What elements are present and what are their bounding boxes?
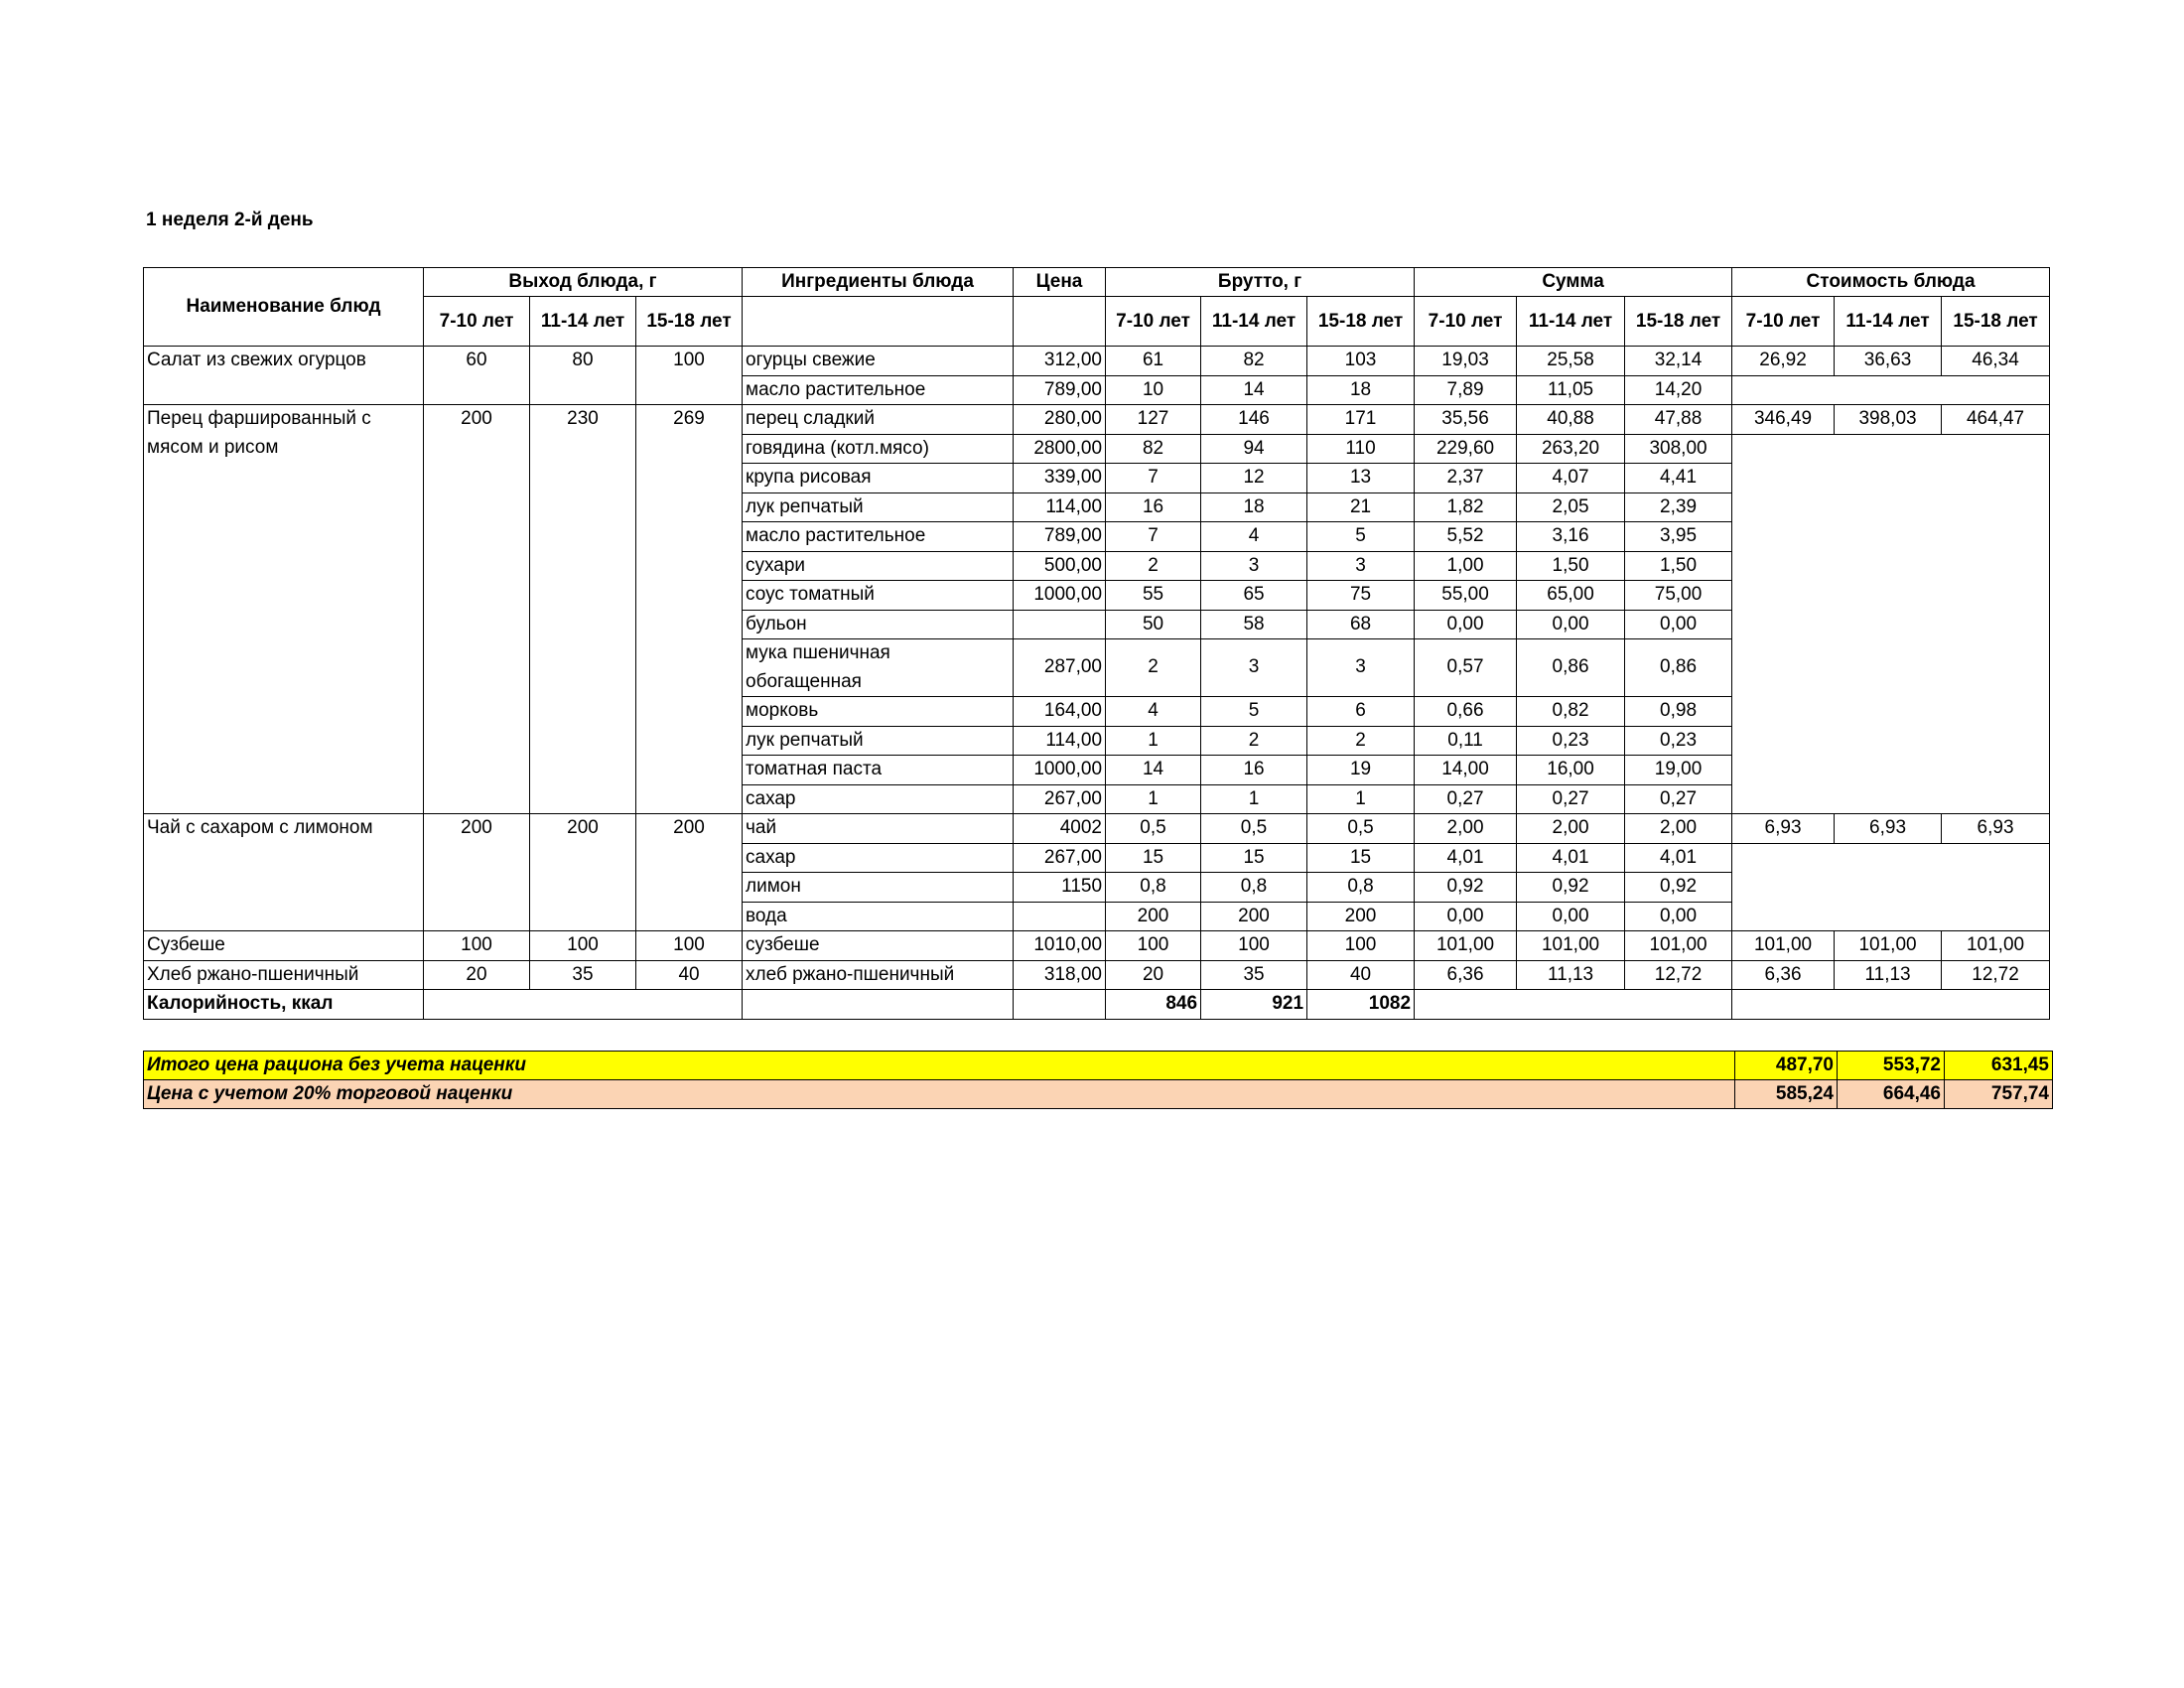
dish-yield-age-3: 100 [636, 347, 743, 405]
total-with-markup-age-1: 585,24 [1735, 1080, 1838, 1109]
header-price-blank [1014, 297, 1106, 347]
ingredient-gross-age-2: 12 [1201, 464, 1307, 493]
dish-yield-age-3: 40 [636, 960, 743, 990]
ingredient-sum-age-1: 0,11 [1415, 726, 1517, 756]
ingredient-sum-age-1: 1,00 [1415, 551, 1517, 581]
total-without-markup-age-1: 487,70 [1735, 1052, 1838, 1080]
ingredient-gross-age-1: 1 [1106, 726, 1201, 756]
ingredient-sum-age-3: 0,92 [1625, 873, 1732, 903]
ingredient-sum-age-1: 14,00 [1415, 756, 1517, 785]
ingredient-sum-age-1: 0,00 [1415, 610, 1517, 639]
ingredient-name: мука пшеничная обогащенная [743, 639, 1014, 697]
ingredient-sum-age-2: 4,07 [1517, 464, 1625, 493]
ingredient-name: огурцы свежие [743, 347, 1014, 376]
ingredient-name: лимон [743, 873, 1014, 903]
total-with-markup-age-2: 664,46 [1838, 1080, 1945, 1109]
table-row [144, 814, 2050, 844]
ingredient-gross-age-1: 16 [1106, 492, 1201, 522]
header-yield: Выход блюда, г [424, 268, 743, 297]
ingredient-sum-age-3: 0,86 [1625, 639, 1732, 697]
ingredient-gross-age-1: 15 [1106, 843, 1201, 873]
ingredient-name: томатная паста [743, 756, 1014, 785]
dish-yield-age-1: 200 [424, 814, 530, 931]
ingredient-gross-age-2: 5 [1201, 697, 1307, 727]
ingredient-name: крупа рисовая [743, 464, 1014, 493]
ingredient-gross-age-2: 3 [1201, 551, 1307, 581]
dish-cost-age-1: 6,93 [1732, 814, 1835, 844]
ingredient-sum-age-1: 0,27 [1415, 784, 1517, 814]
dish-cost-blank [1732, 434, 2050, 814]
ingredient-name: масло растительное [743, 522, 1014, 552]
ingredient-gross-age-3: 100 [1307, 931, 1415, 961]
ingredient-gross-age-3: 3 [1307, 551, 1415, 581]
total-with-markup-row [144, 1080, 2053, 1109]
ingredient-gross-age-3: 110 [1307, 434, 1415, 464]
ingredient-price [1014, 610, 1106, 639]
ingredient-gross-age-3: 75 [1307, 581, 1415, 611]
table-row [144, 347, 2050, 376]
dish-yield-age-2: 35 [530, 960, 636, 990]
header-price: Цена [1014, 268, 1106, 297]
dish-cost-age-2: 398,03 [1835, 405, 1942, 435]
dish-cost-age-3: 101,00 [1942, 931, 2050, 961]
page-title: 1 неделя 2-й день [146, 210, 314, 230]
dish-cost-age-1: 6,36 [1732, 960, 1835, 990]
ingredient-sum-age-2: 65,00 [1517, 581, 1625, 611]
dish-yield-age-1: 20 [424, 960, 530, 990]
ingredient-name: вода [743, 902, 1014, 931]
ingredient-gross-age-2: 14 [1201, 375, 1307, 405]
header-gross-age-1: 7-10 лет [1106, 297, 1201, 347]
ingredient-price: 1150 [1014, 873, 1106, 903]
ingredient-sum-age-2: 0,00 [1517, 902, 1625, 931]
header-cost-age-2: 11-14 лет [1835, 297, 1942, 347]
calories-cost-blank [1732, 990, 2050, 1020]
ingredient-sum-age-3: 308,00 [1625, 434, 1732, 464]
ingredient-sum-age-2: 101,00 [1517, 931, 1625, 961]
ingredient-gross-age-3: 19 [1307, 756, 1415, 785]
ingredient-sum-age-1: 2,37 [1415, 464, 1517, 493]
ingredient-sum-age-3: 0,23 [1625, 726, 1732, 756]
ingredient-gross-age-3: 103 [1307, 347, 1415, 376]
header-dish-name: Наименование блюд [144, 268, 424, 347]
ingredient-gross-age-3: 0,5 [1307, 814, 1415, 844]
ingredient-sum-age-1: 0,57 [1415, 639, 1517, 697]
table-row [144, 931, 2050, 961]
ingredient-sum-age-3: 1,50 [1625, 551, 1732, 581]
ingredient-sum-age-2: 40,88 [1517, 405, 1625, 435]
ingredient-gross-age-1: 61 [1106, 347, 1201, 376]
ingredient-sum-age-1: 1,82 [1415, 492, 1517, 522]
ingredient-gross-age-1: 1 [1106, 784, 1201, 814]
ingredient-sum-age-3: 0,98 [1625, 697, 1732, 727]
header-sum-age-1: 7-10 лет [1415, 297, 1517, 347]
ingredient-price: 4002 [1014, 814, 1106, 844]
ingredient-gross-age-3: 6 [1307, 697, 1415, 727]
ingredient-name: сухари [743, 551, 1014, 581]
menu-cost-table [143, 267, 2050, 1020]
dish-cost-age-3: 46,34 [1942, 347, 2050, 376]
ingredient-gross-age-3: 0,8 [1307, 873, 1415, 903]
ingredient-name: морковь [743, 697, 1014, 727]
header-yield-age-3: 15-18 лет [636, 297, 743, 347]
ingredient-gross-age-1: 4 [1106, 697, 1201, 727]
ingredient-gross-age-1: 10 [1106, 375, 1201, 405]
ingredient-sum-age-1: 19,03 [1415, 347, 1517, 376]
dish-name: Чай с сахаром с лимоном [144, 814, 424, 931]
dish-name: Хлеб ржано-пшеничный [144, 960, 424, 990]
ingredient-price: 267,00 [1014, 843, 1106, 873]
ingredient-gross-age-2: 0,8 [1201, 873, 1307, 903]
ingredient-sum-age-3: 4,01 [1625, 843, 1732, 873]
ingredient-sum-age-1: 101,00 [1415, 931, 1517, 961]
ingredient-gross-age-3: 171 [1307, 405, 1415, 435]
ingredient-gross-age-3: 2 [1307, 726, 1415, 756]
ingredient-gross-age-1: 0,5 [1106, 814, 1201, 844]
table-body [144, 347, 2050, 990]
dish-cost-blank [1732, 375, 2050, 405]
ingredient-sum-age-1: 5,52 [1415, 522, 1517, 552]
ingredient-gross-age-1: 2 [1106, 551, 1201, 581]
ingredient-name: соус томатный [743, 581, 1014, 611]
ingredient-gross-age-2: 0,5 [1201, 814, 1307, 844]
ingredient-sum-age-2: 0,82 [1517, 697, 1625, 727]
header-ingredients-blank [743, 297, 1014, 347]
dish-yield-age-1: 100 [424, 931, 530, 961]
ingredient-gross-age-2: 16 [1201, 756, 1307, 785]
calories-sum-blank [1415, 990, 1732, 1020]
calories-yield-blank [424, 990, 743, 1020]
ingredient-sum-age-3: 32,14 [1625, 347, 1732, 376]
header-cost-age-3: 15-18 лет [1942, 297, 2050, 347]
dish-yield-age-2: 100 [530, 931, 636, 961]
ingredient-price: 114,00 [1014, 726, 1106, 756]
ingredient-sum-age-2: 4,01 [1517, 843, 1625, 873]
dish-yield-age-2: 230 [530, 405, 636, 814]
ingredient-sum-age-3: 47,88 [1625, 405, 1732, 435]
ingredient-price: 789,00 [1014, 375, 1106, 405]
header-gross-age-2: 11-14 лет [1201, 297, 1307, 347]
ingredient-gross-age-2: 65 [1201, 581, 1307, 611]
ingredient-gross-age-3: 40 [1307, 960, 1415, 990]
ingredient-gross-age-3: 200 [1307, 902, 1415, 931]
header-sum: Сумма [1415, 268, 1732, 297]
ingredient-sum-age-1: 55,00 [1415, 581, 1517, 611]
ingredient-gross-age-3: 3 [1307, 639, 1415, 697]
ingredient-price: 789,00 [1014, 522, 1106, 552]
ingredient-gross-age-2: 18 [1201, 492, 1307, 522]
ingredient-name: хлеб ржано-пшеничный [743, 960, 1014, 990]
ingredient-gross-age-1: 7 [1106, 464, 1201, 493]
dish-yield-age-1: 60 [424, 347, 530, 405]
ingredient-sum-age-3: 19,00 [1625, 756, 1732, 785]
dish-yield-age-3: 100 [636, 931, 743, 961]
ingredient-sum-age-2: 11,05 [1517, 375, 1625, 405]
ingredient-gross-age-1: 200 [1106, 902, 1201, 931]
ingredient-sum-age-3: 2,39 [1625, 492, 1732, 522]
total-without-markup-age-3: 631,45 [1945, 1052, 2053, 1080]
header-ingredients: Ингредиенты блюда [743, 268, 1014, 297]
dish-cost-blank [1732, 843, 2050, 931]
header-yield-age-1: 7-10 лет [424, 297, 530, 347]
ingredient-name: перец сладкий [743, 405, 1014, 435]
ingredient-sum-age-1: 0,66 [1415, 697, 1517, 727]
ingredient-name: говядина (котл.мясо) [743, 434, 1014, 464]
ingredient-gross-age-1: 2 [1106, 639, 1201, 697]
header-gross: Брутто, г [1106, 268, 1415, 297]
ingredient-gross-age-1: 82 [1106, 434, 1201, 464]
total-without-markup-row [144, 1052, 2053, 1080]
ingredient-price: 312,00 [1014, 347, 1106, 376]
ingredient-name: лук репчатый [743, 726, 1014, 756]
ingredient-gross-age-1: 55 [1106, 581, 1201, 611]
dish-cost-age-3: 12,72 [1942, 960, 2050, 990]
ingredient-sum-age-3: 75,00 [1625, 581, 1732, 611]
dish-name: Салат из свежих огурцов [144, 347, 424, 405]
dish-cost-age-3: 464,47 [1942, 405, 2050, 435]
dish-cost-age-2: 36,63 [1835, 347, 1942, 376]
ingredient-gross-age-3: 18 [1307, 375, 1415, 405]
ingredient-name: чай [743, 814, 1014, 844]
ingredient-name: масло растительное [743, 375, 1014, 405]
ingredient-sum-age-2: 25,58 [1517, 347, 1625, 376]
dish-cost-age-1: 101,00 [1732, 931, 1835, 961]
ingredient-gross-age-3: 5 [1307, 522, 1415, 552]
ingredient-gross-age-2: 35 [1201, 960, 1307, 990]
ingredient-gross-age-1: 127 [1106, 405, 1201, 435]
total-without-markup-label: Итого цена рациона без учета наценки [144, 1052, 1735, 1080]
ingredient-sum-age-2: 0,23 [1517, 726, 1625, 756]
ingredient-name: сахар [743, 784, 1014, 814]
totals-table [143, 1051, 2053, 1109]
header-yield-age-2: 11-14 лет [530, 297, 636, 347]
ingredient-sum-age-3: 2,00 [1625, 814, 1732, 844]
ingredient-sum-age-2: 0,86 [1517, 639, 1625, 697]
dish-cost-age-1: 26,92 [1732, 347, 1835, 376]
header-cost-age-1: 7-10 лет [1732, 297, 1835, 347]
ingredient-gross-age-3: 21 [1307, 492, 1415, 522]
dish-name: Перец фаршированный с мясом и рисом [144, 405, 424, 814]
table-row [144, 960, 2050, 990]
dish-yield-age-1: 200 [424, 405, 530, 814]
header-sum-age-2: 11-14 лет [1517, 297, 1625, 347]
ingredient-sum-age-2: 0,27 [1517, 784, 1625, 814]
ingredient-price: 287,00 [1014, 639, 1106, 697]
ingredient-gross-age-2: 2 [1201, 726, 1307, 756]
header-sum-age-3: 15-18 лет [1625, 297, 1732, 347]
ingredient-sum-age-2: 16,00 [1517, 756, 1625, 785]
calories-value-age-2: 921 [1201, 990, 1307, 1020]
dish-name: Сузбеше [144, 931, 424, 961]
header-gross-age-3: 15-18 лет [1307, 297, 1415, 347]
ingredient-sum-age-3: 0,00 [1625, 902, 1732, 931]
total-without-markup-age-2: 553,72 [1838, 1052, 1945, 1080]
ingredient-gross-age-2: 1 [1201, 784, 1307, 814]
ingredient-name: сахар [743, 843, 1014, 873]
total-with-markup-age-3: 757,74 [1945, 1080, 2053, 1109]
dish-cost-age-1: 346,49 [1732, 405, 1835, 435]
ingredient-name: сузбеше [743, 931, 1014, 961]
dish-yield-age-2: 200 [530, 814, 636, 931]
ingredient-sum-age-2: 263,20 [1517, 434, 1625, 464]
ingredient-gross-age-1: 20 [1106, 960, 1201, 990]
dish-cost-age-2: 11,13 [1835, 960, 1942, 990]
ingredient-gross-age-3: 68 [1307, 610, 1415, 639]
dish-yield-age-2: 80 [530, 347, 636, 405]
ingredient-price: 267,00 [1014, 784, 1106, 814]
ingredient-sum-age-2: 2,05 [1517, 492, 1625, 522]
ingredient-sum-age-1: 7,89 [1415, 375, 1517, 405]
ingredient-gross-age-3: 15 [1307, 843, 1415, 873]
ingredient-sum-age-3: 12,72 [1625, 960, 1732, 990]
ingredient-price: 2800,00 [1014, 434, 1106, 464]
ingredient-gross-age-2: 146 [1201, 405, 1307, 435]
ingredient-sum-age-3: 14,20 [1625, 375, 1732, 405]
ingredient-sum-age-2: 1,50 [1517, 551, 1625, 581]
ingredient-gross-age-2: 82 [1201, 347, 1307, 376]
total-with-markup-label: Цена с учетом 20% торговой наценки [144, 1080, 1735, 1109]
dish-cost-age-2: 6,93 [1835, 814, 1942, 844]
ingredient-sum-age-3: 3,95 [1625, 522, 1732, 552]
ingredient-name: бульон [743, 610, 1014, 639]
ingredient-gross-age-1: 100 [1106, 931, 1201, 961]
calories-ingredients-blank [743, 990, 1014, 1020]
ingredient-gross-age-2: 94 [1201, 434, 1307, 464]
ingredient-gross-age-3: 1 [1307, 784, 1415, 814]
ingredient-sum-age-3: 4,41 [1625, 464, 1732, 493]
ingredient-sum-age-2: 3,16 [1517, 522, 1625, 552]
ingredient-price: 114,00 [1014, 492, 1106, 522]
ingredient-price [1014, 902, 1106, 931]
ingredient-gross-age-1: 14 [1106, 756, 1201, 785]
ingredient-price: 339,00 [1014, 464, 1106, 493]
dish-cost-age-2: 101,00 [1835, 931, 1942, 961]
calories-row [144, 990, 2050, 1020]
ingredient-price: 1000,00 [1014, 756, 1106, 785]
ingredient-sum-age-1: 6,36 [1415, 960, 1517, 990]
ingredient-gross-age-2: 58 [1201, 610, 1307, 639]
calories-price-blank [1014, 990, 1106, 1020]
calories-value-age-3: 1082 [1307, 990, 1415, 1020]
dish-cost-age-3: 6,93 [1942, 814, 2050, 844]
ingredient-gross-age-2: 100 [1201, 931, 1307, 961]
ingredient-name: лук репчатый [743, 492, 1014, 522]
table-row [144, 405, 2050, 435]
ingredient-price: 500,00 [1014, 551, 1106, 581]
ingredient-gross-age-1: 7 [1106, 522, 1201, 552]
ingredient-gross-age-2: 4 [1201, 522, 1307, 552]
ingredient-sum-age-2: 0,92 [1517, 873, 1625, 903]
ingredient-sum-age-2: 0,00 [1517, 610, 1625, 639]
ingredient-gross-age-2: 3 [1201, 639, 1307, 697]
ingredient-price: 1000,00 [1014, 581, 1106, 611]
calories-value-age-1: 846 [1106, 990, 1201, 1020]
ingredient-price: 280,00 [1014, 405, 1106, 435]
ingredient-price: 1010,00 [1014, 931, 1106, 961]
ingredient-sum-age-3: 101,00 [1625, 931, 1732, 961]
ingredient-sum-age-1: 4,01 [1415, 843, 1517, 873]
ingredient-sum-age-1: 2,00 [1415, 814, 1517, 844]
ingredient-gross-age-1: 0,8 [1106, 873, 1201, 903]
dish-yield-age-3: 200 [636, 814, 743, 931]
ingredient-gross-age-2: 200 [1201, 902, 1307, 931]
ingredient-gross-age-1: 50 [1106, 610, 1201, 639]
dish-yield-age-3: 269 [636, 405, 743, 814]
ingredient-sum-age-3: 0,00 [1625, 610, 1732, 639]
ingredient-sum-age-1: 229,60 [1415, 434, 1517, 464]
ingredient-sum-age-3: 0,27 [1625, 784, 1732, 814]
calories-label: Калорийность, ккал [144, 990, 424, 1020]
ingredient-price: 318,00 [1014, 960, 1106, 990]
ingredient-price: 164,00 [1014, 697, 1106, 727]
header-cost: Стоимость блюда [1732, 268, 2050, 297]
ingredient-sum-age-1: 0,92 [1415, 873, 1517, 903]
ingredient-sum-age-2: 2,00 [1517, 814, 1625, 844]
ingredient-sum-age-2: 11,13 [1517, 960, 1625, 990]
ingredient-gross-age-3: 13 [1307, 464, 1415, 493]
ingredient-gross-age-2: 15 [1201, 843, 1307, 873]
ingredient-sum-age-1: 0,00 [1415, 902, 1517, 931]
ingredient-sum-age-1: 35,56 [1415, 405, 1517, 435]
